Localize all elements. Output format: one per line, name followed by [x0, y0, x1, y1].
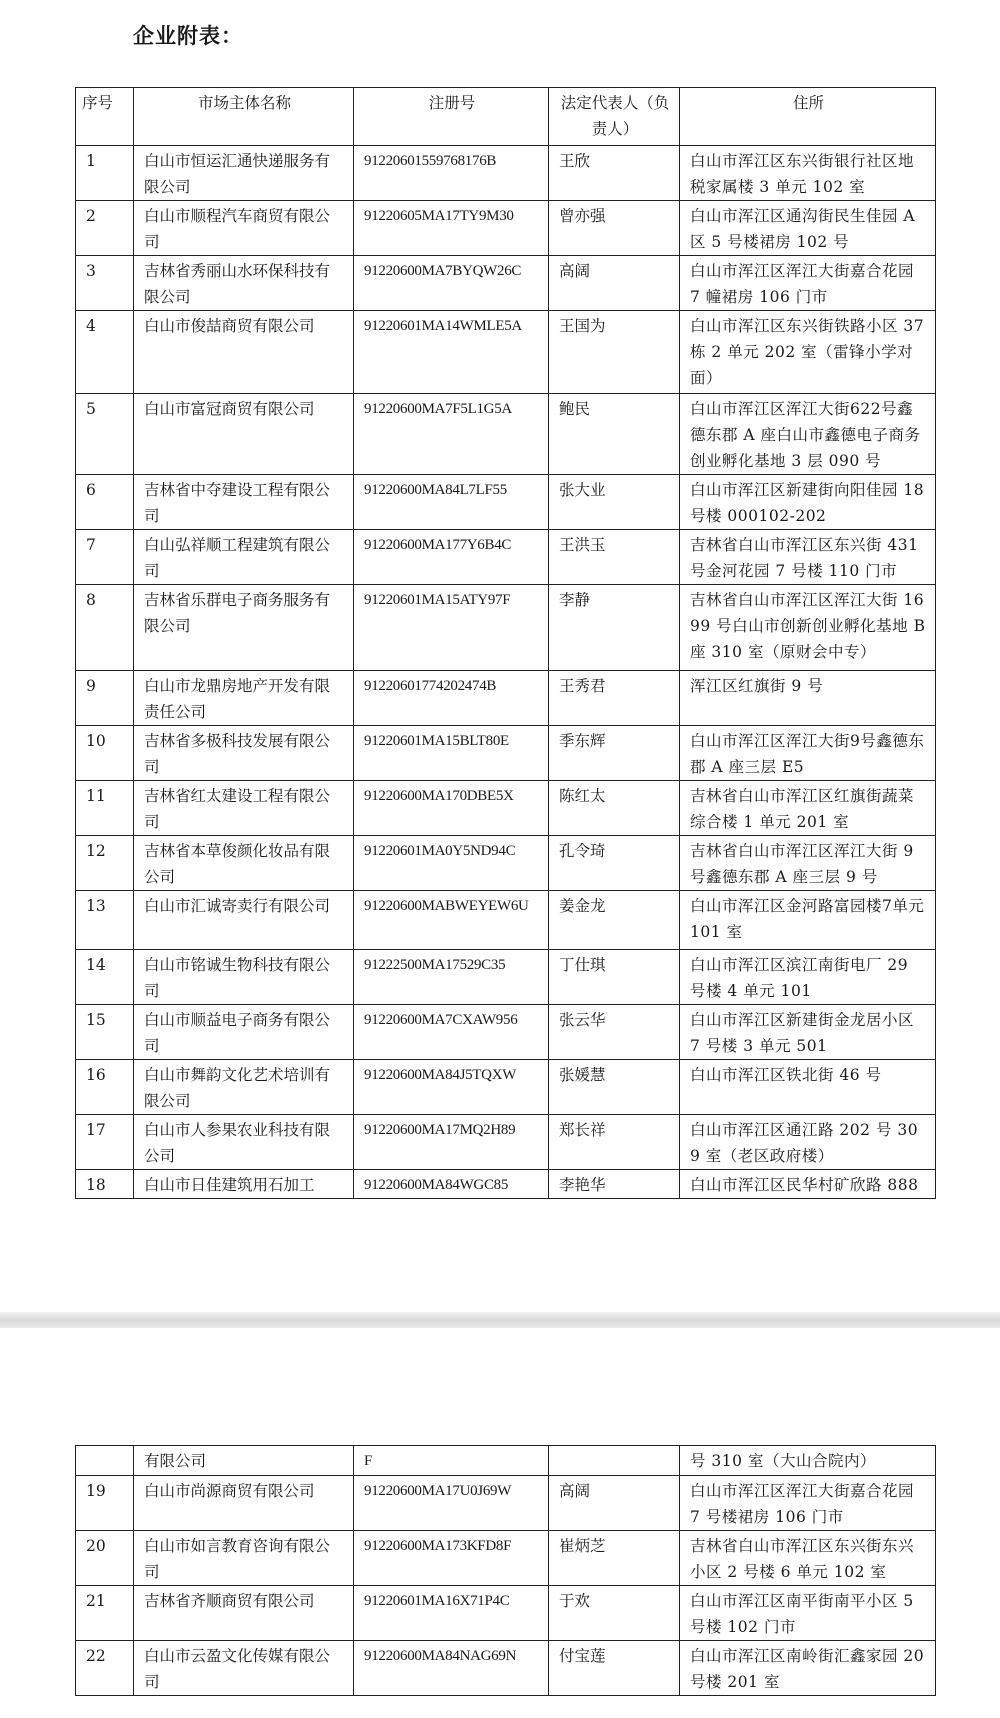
cell-company-name: 吉林省本草俊颜化妆品有限公司 — [134, 836, 354, 891]
cell-legal-representative: 张大业 — [549, 475, 680, 530]
cell-company-name: 吉林省秀丽山水环保科技有限公司 — [134, 256, 354, 311]
cell-company-name: 白山市俊喆商贸有限公司 — [134, 311, 354, 394]
cell-company-name: 吉林省多极科技发展有限公司 — [134, 726, 354, 781]
cell-address: 白山市浑江区新建街金龙居小区 7 号楼 3 单元 501 — [680, 1005, 936, 1060]
table-row — [76, 891, 936, 950]
cell-address: 白山市浑江区铁北街 46 号 — [680, 1060, 936, 1115]
cell-company-name: 吉林省齐顺商贸有限公司 — [134, 1586, 354, 1641]
cell-address: 白山市浑江区浑江大街嘉合花园 7 幢裙房 106 门市 — [680, 256, 936, 311]
cell-address: 白山市浑江区浑江大街嘉合花园 7 号楼裙房 106 门市 — [680, 1476, 936, 1531]
cell-no: 4 — [76, 311, 134, 394]
cell-company-name: 白山市恒运汇通快递服务有限公司 — [134, 146, 354, 201]
cell-address: 白山市浑江区滨江南街电厂 29 号楼 4 单元 101 — [680, 950, 936, 1005]
cell-no: 14 — [76, 950, 134, 1005]
cell-registration-no: F — [354, 1446, 549, 1476]
cell-registration-no: 91220600MA7BYQW26C — [354, 256, 549, 311]
cell-no: 16 — [76, 1060, 134, 1115]
header-reg: 注册号 — [354, 88, 549, 146]
header-rep: 法定代表人（负责人） — [549, 88, 680, 146]
cell-address: 白山市浑江区金河路富园楼7单元 101 室 — [680, 891, 936, 950]
table-row — [76, 1641, 936, 1696]
cell-legal-representative: 陈红太 — [549, 781, 680, 836]
cell-registration-no: 91220600MA7CXAW956 — [354, 1005, 549, 1060]
cell-registration-no: 91222500MA17529C35 — [354, 950, 549, 1005]
cell-registration-no: 91220600MA84NAG69N — [354, 1641, 549, 1696]
table-header-row — [76, 88, 936, 146]
cell-registration-no: 91220600MA84L7LF55 — [354, 475, 549, 530]
cell-company-name: 白山市顺益电子商务有限公司 — [134, 1005, 354, 1060]
cell-registration-no: 91220600MA177Y6B4C — [354, 530, 549, 585]
table-row — [76, 1446, 936, 1476]
document-page-2 — [0, 1328, 1000, 1718]
cell-company-name: 白山市云盈文化传媒有限公司 — [134, 1641, 354, 1696]
cell-no: 13 — [76, 891, 134, 950]
cell-no: 3 — [76, 256, 134, 311]
cell-company-name: 吉林省乐群电子商务服务有限公司 — [134, 585, 354, 671]
cell-company-name: 吉林省红太建设工程有限公司 — [134, 781, 354, 836]
cell-legal-representative: 于欢 — [549, 1586, 680, 1641]
cell-no: 9 — [76, 671, 134, 726]
cell-registration-no: 91220600MABWEYEW6U — [354, 891, 549, 950]
cell-address: 吉林省白山市浑江区浑江大街 9 号鑫德东郡 A 座三层 9 号 — [680, 836, 936, 891]
cell-address: 吉林省白山市浑江区浑江大街 1699 号白山市创新创业孵化基地 B 座 310 室（原财会中专） — [680, 585, 936, 671]
table-row — [76, 1170, 936, 1199]
cell-no: 22 — [76, 1641, 134, 1696]
cell-address: 白山市浑江区南平街南平小区 5 号楼 102 门市 — [680, 1586, 936, 1641]
cell-legal-representative: 王国为 — [549, 311, 680, 394]
cell-legal-representative: 鲍民 — [549, 394, 680, 475]
cell-no: 2 — [76, 201, 134, 256]
cell-legal-representative — [549, 1446, 680, 1476]
table-row — [76, 585, 936, 671]
cell-no — [76, 1446, 134, 1476]
cell-registration-no: 91220600MA84J5TQXW — [354, 1060, 549, 1115]
cell-address: 吉林省白山市浑江区东兴街东兴小区 2 号楼 6 单元 102 室 — [680, 1531, 936, 1586]
cell-registration-no: 91220601MA15BLT80E — [354, 726, 549, 781]
table-row — [76, 530, 936, 585]
enterprise-table-page-1 — [75, 87, 936, 1199]
table-row — [76, 1586, 936, 1641]
table-row — [76, 726, 936, 781]
table-row — [76, 1060, 936, 1115]
cell-address: 浑江区红旗街 9 号 — [680, 671, 936, 726]
cell-registration-no: 91220601MA0Y5ND94C — [354, 836, 549, 891]
cell-legal-representative: 曾亦强 — [549, 201, 680, 256]
cell-company-name: 白山市龙鼎房地产开发有限责任公司 — [134, 671, 354, 726]
cell-registration-no: 91220601MA14WMLE5A — [354, 311, 549, 394]
cell-no: 1 — [76, 146, 134, 201]
cell-no: 8 — [76, 585, 134, 671]
cell-legal-representative: 崔炳芝 — [549, 1531, 680, 1586]
cell-company-name: 白山市顺程汽车商贸有限公司 — [134, 201, 354, 256]
cell-registration-no: 91220600MA17MQ2H89 — [354, 1115, 549, 1170]
table-row — [76, 836, 936, 891]
page-separator — [0, 1312, 1000, 1328]
cell-company-name: 白山市富冠商贸有限公司 — [134, 394, 354, 475]
cell-legal-representative: 姜金龙 — [549, 891, 680, 950]
cell-registration-no: 91220600MA170DBE5X — [354, 781, 549, 836]
cell-no: 17 — [76, 1115, 134, 1170]
cell-legal-representative: 孔令琦 — [549, 836, 680, 891]
cell-registration-no: 91220601MA16X71P4C — [354, 1586, 549, 1641]
cell-address: 白山市浑江区新建街向阳佳园 18 号楼 000102-202 — [680, 475, 936, 530]
cell-registration-no: 91220600MA173KFD8F — [354, 1531, 549, 1586]
table-row — [76, 671, 936, 726]
table-row — [76, 256, 936, 311]
table-row — [76, 201, 936, 256]
cell-legal-representative: 王欣 — [549, 146, 680, 201]
cell-legal-representative: 丁仕琪 — [549, 950, 680, 1005]
cell-legal-representative: 王洪玉 — [549, 530, 680, 585]
cell-company-name: 白山市尚源商贸有限公司 — [134, 1476, 354, 1531]
cell-no: 5 — [76, 394, 134, 475]
cell-no: 6 — [76, 475, 134, 530]
table-row — [76, 1531, 936, 1586]
table-row — [76, 1005, 936, 1060]
cell-registration-no: 91220601MA15ATY97F — [354, 585, 549, 671]
cell-company-name: 白山市铭诚生物科技有限公司 — [134, 950, 354, 1005]
cell-no: 18 — [76, 1170, 134, 1199]
cell-no: 7 — [76, 530, 134, 585]
cell-address: 白山市浑江区浑江大街622号鑫德东郡 A 座白山市鑫德电子商务创业孵化基地 3 层 090 号 — [680, 394, 936, 475]
cell-address: 吉林省白山市浑江区红旗街蔬菜综合楼 1 单元 201 室 — [680, 781, 936, 836]
table-body-page-1 — [76, 146, 936, 1199]
table-row — [76, 475, 936, 530]
cell-legal-representative: 张媛慧 — [549, 1060, 680, 1115]
header-name: 市场主体名称 — [134, 88, 354, 146]
cell-registration-no: 91220600MA7F5L1G5A — [354, 394, 549, 475]
cell-address: 号 310 室（大山合院内） — [680, 1446, 936, 1476]
cell-company-name: 吉林省中夺建设工程有限公司 — [134, 475, 354, 530]
cell-legal-representative: 郑长祥 — [549, 1115, 680, 1170]
cell-legal-representative: 季东辉 — [549, 726, 680, 781]
cell-address: 白山市浑江区东兴街银行社区地税家属楼 3 单元 102 室 — [680, 146, 936, 201]
cell-address: 白山市浑江区南岭街汇鑫家园 20 号楼 201 室 — [680, 1641, 936, 1696]
cell-address: 白山市浑江区民华村矿欣路 888 — [680, 1170, 936, 1199]
cell-no: 20 — [76, 1531, 134, 1586]
cell-company-name: 白山市人参果农业科技有限公司 — [134, 1115, 354, 1170]
table-row — [76, 1476, 936, 1531]
header-no: 序号 — [76, 88, 134, 146]
cell-address: 白山市浑江区浑江大街9号鑫德东郡 A 座三层 E5 — [680, 726, 936, 781]
cell-legal-representative: 付宝莲 — [549, 1641, 680, 1696]
table-row — [76, 394, 936, 475]
cell-no: 10 — [76, 726, 134, 781]
table-row — [76, 781, 936, 836]
cell-registration-no: 91220601559768176B — [354, 146, 549, 201]
cell-registration-no: 91220600MA84WGC85 — [354, 1170, 549, 1199]
cell-legal-representative: 李静 — [549, 585, 680, 671]
cell-no: 15 — [76, 1005, 134, 1060]
cell-legal-representative: 李艳华 — [549, 1170, 680, 1199]
cell-company-name: 白山市如言教育咨询有限公司 — [134, 1531, 354, 1586]
cell-address: 吉林省白山市浑江区东兴街 431 号金河花园 7 号楼 110 门市 — [680, 530, 936, 585]
cell-no: 11 — [76, 781, 134, 836]
cell-registration-no: 91220605MA17TY9M30 — [354, 201, 549, 256]
table-row — [76, 311, 936, 394]
cell-legal-representative: 高阔 — [549, 1476, 680, 1531]
table-row — [76, 146, 936, 201]
cell-registration-no: 91220601774202474B — [354, 671, 549, 726]
cell-legal-representative: 高阔 — [549, 256, 680, 311]
cell-company-name: 有限公司 — [134, 1446, 354, 1476]
cell-address: 白山市浑江区通江路 202 号 309 室（老区政府楼） — [680, 1115, 936, 1170]
cell-company-name: 白山弘祥顺工程建筑有限公司 — [134, 530, 354, 585]
cell-registration-no: 91220600MA17U0J69W — [354, 1476, 549, 1531]
cell-company-name: 白山市汇诚寄卖行有限公司 — [134, 891, 354, 950]
cell-no: 21 — [76, 1586, 134, 1641]
cell-address: 白山市浑江区东兴街铁路小区 37 栋 2 单元 202 室（雷锋小学对面） — [680, 311, 936, 394]
cell-legal-representative: 张云华 — [549, 1005, 680, 1060]
cell-no: 12 — [76, 836, 134, 891]
table-row — [76, 1115, 936, 1170]
enterprise-table-page-2 — [75, 1445, 936, 1696]
cell-company-name: 白山市日佳建筑用石加工 — [134, 1170, 354, 1199]
cell-no: 19 — [76, 1476, 134, 1531]
cell-company-name: 白山市舞韵文化艺术培训有限公司 — [134, 1060, 354, 1115]
table-row — [76, 950, 936, 1005]
cell-legal-representative: 王秀君 — [549, 671, 680, 726]
table-body-page-2 — [76, 1446, 936, 1696]
cell-address: 白山市浑江区通沟街民生佳园 A 区 5 号楼裙房 102 号 — [680, 201, 936, 256]
header-addr: 住所 — [680, 88, 936, 146]
document-title: 企业附表： — [133, 24, 243, 48]
